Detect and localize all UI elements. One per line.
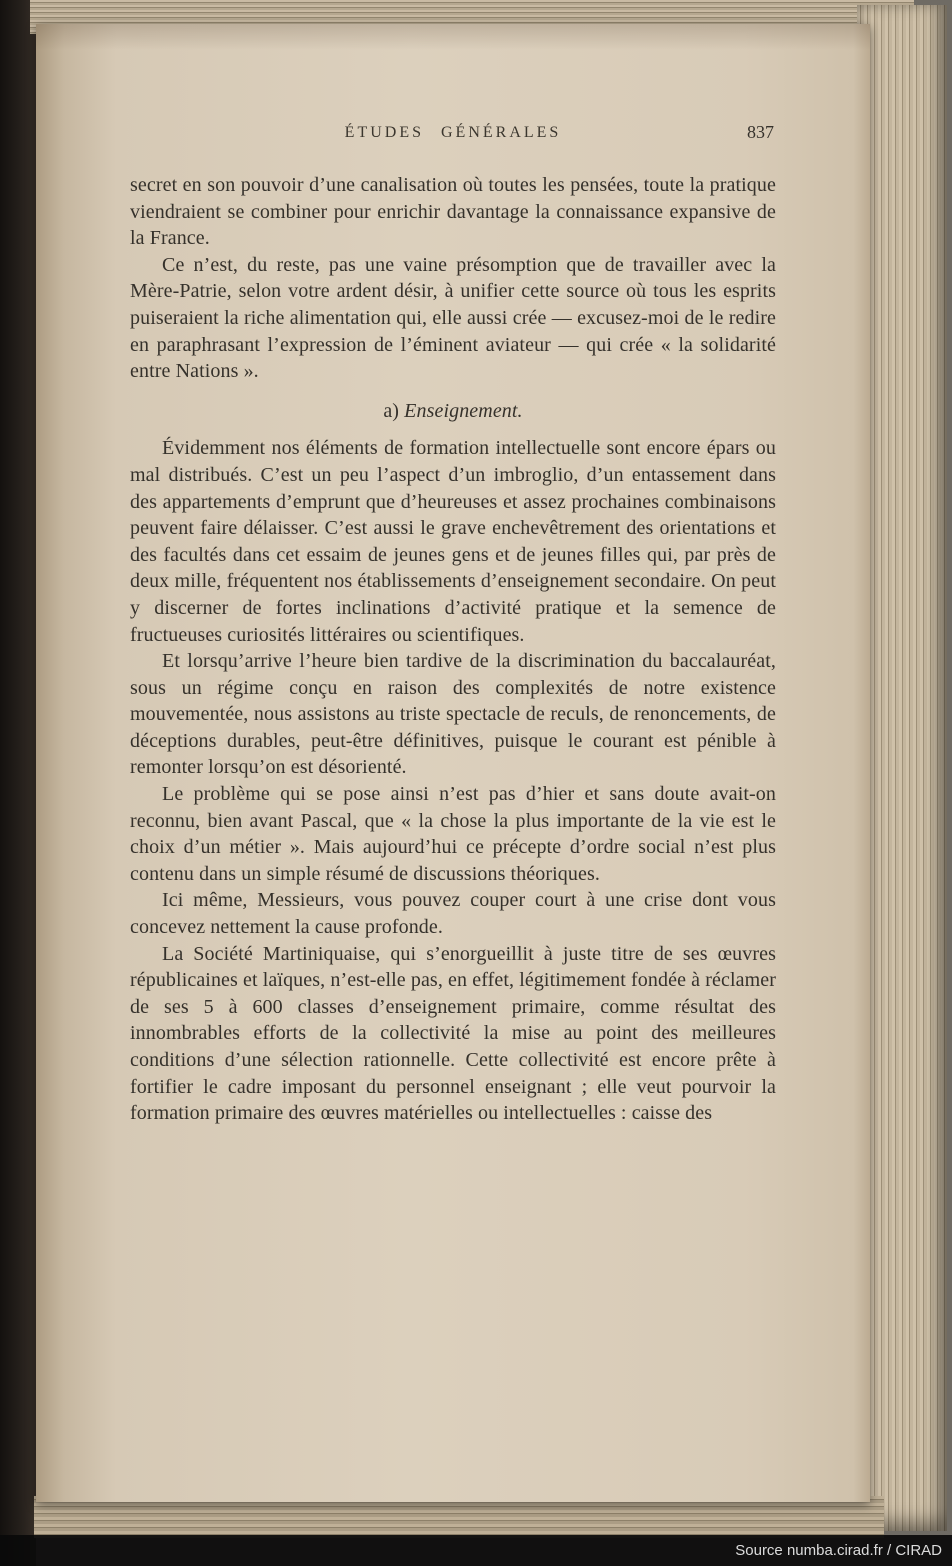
running-title: ÉTUDES GÉNÉRALES xyxy=(344,124,562,141)
paragraph-3: Évidemment nos éléments de formation intellectuelle sont encore épars ou mal distribués. C’est un peu l’aspect d’un imbroglio, d’un entassement dans des appartements d’emprunt que d’heureuses et assez prochaines combinaisons peuvent faire délaisser. C’est aussi le grave enchevêtrement des orientations et des facultés dans cet essaim de jeunes gens et de jeunes filles qui, par près de deux mille, fréquentent nos établissements d’enseignement secondaire. On peut y discerner de fortes inclinations d’activité pratique et la semence de fructueuses curiosités littéraires ou scientifiques. xyxy=(130,437,776,646)
paragraph-1: secret en son pouvoir d’une canalisation où toutes les pensées, toute la pratique viendraient se combiner pour enrichir davantage la connaissance expansive de la France. xyxy=(130,174,776,250)
paragraph-5: Le problème qui se pose ainsi n’est pas d’hier et sans doute avait-on reconnu, bien avant Pascal, que « la chose la plus importante de la vie est le choix d’un métier ». Mais aujourd’hui ce précepte d’ordre social n’est plus contenu dans un simple résumé de discussions théoriques. xyxy=(130,783,776,885)
page-content xyxy=(36,24,870,1127)
body-text xyxy=(130,172,776,1127)
paragraph-7: La Société Martiniquaise, qui s’enorgueillit à juste titre de ses œuvres républicaines et laïques, n’est-elle pas, en effet, légitimement fondée à réclamer de ses 5 à 600 classes d’enseignement primaire, comme résultat des innombrables efforts de la collectivité la mise au point des meilleures conditions d’une sélection rationnelle. Cette collectivité est encore prête à fortifier le cadre imposant du personnel enseignant ; elle veut pourvoir la formation primaire des œuvres matérielles ou intellectuelles : caisse des xyxy=(130,942,776,1125)
book-spine xyxy=(0,0,36,1566)
book-page xyxy=(36,24,870,1502)
page-edges-right xyxy=(857,5,947,1531)
source-attribution-text: Source numba.cirad.fr / CIRAD xyxy=(735,1542,942,1559)
page-header xyxy=(130,124,776,154)
paragraph-2: Ce n’est, du reste, pas une vaine présomption que de travailler avec la Mère-Patrie, selon votre ardent désir, à unifier cette source où tous les esprits puiseraient la riche alimentation qui, elle aussi crée — excusez-moi de le redire en paraphrasant l’expression de l’éminent aviateur — qui crée « la solidarité entre Nations ». xyxy=(130,253,776,383)
paragraph-6: Ici même, Messieurs, vous pouvez couper court à une crise dont vous concevez nettement la cause profonde. xyxy=(130,889,776,939)
section-heading xyxy=(130,398,776,425)
page-number: 837 xyxy=(747,122,774,142)
section-heading-prefix: a) xyxy=(383,399,405,422)
paragraph-4: Et lorsqu’arrive l’heure bien tardive de la discrimination du baccalauréat, sous un régime conçu en raison des complexités de notre existence mouvementée, nous assistons au triste spectacle de reculs, de renoncements, de déceptions durables, peut-être définitives, puisque le courant est pénible à remonter lorsqu’on est désorienté. xyxy=(130,650,776,779)
section-heading-title: Enseignement. xyxy=(404,399,523,422)
page-edges-bottom xyxy=(34,1496,884,1538)
source-attribution-bar xyxy=(0,1535,952,1566)
